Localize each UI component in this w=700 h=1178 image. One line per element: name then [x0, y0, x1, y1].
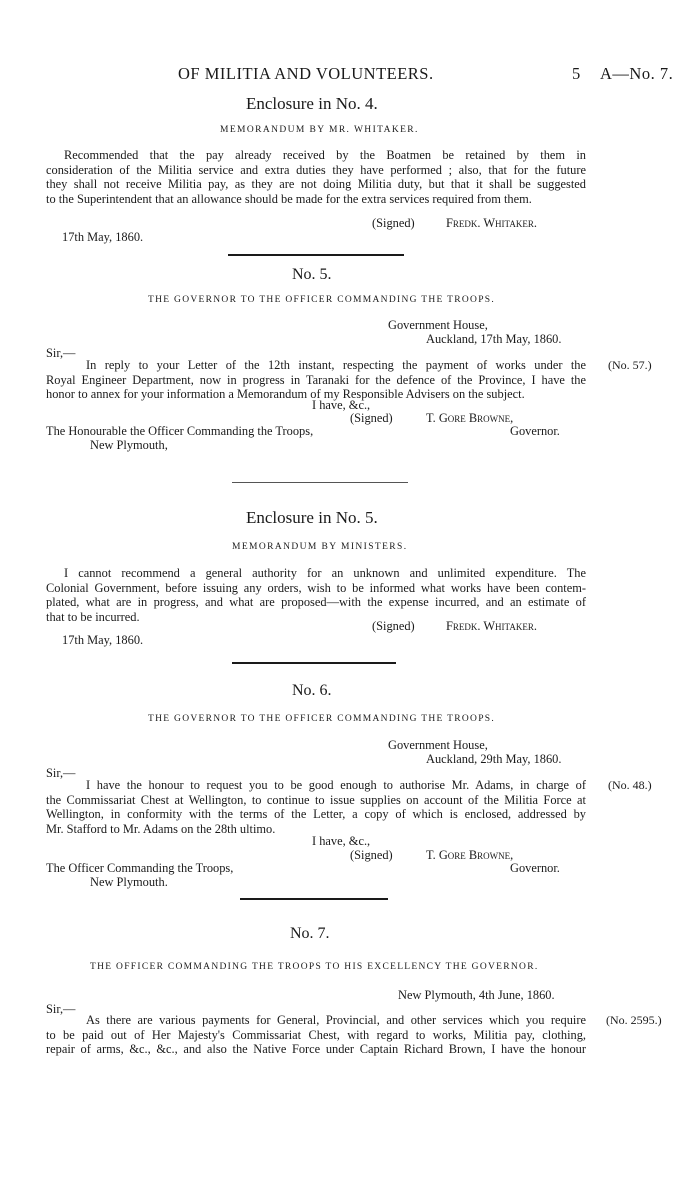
- memo-date: 17th May, 1860.: [62, 633, 144, 647]
- no-7-paragraph: [46, 1013, 586, 1057]
- signatory: Fredk. Whitaker.: [446, 619, 537, 633]
- paragraph-line: Recommended that the pay already received by the Boatmen be retained by them in: [64, 148, 586, 162]
- signed-label: (Signed): [350, 848, 393, 862]
- paragraph-line: honor to annex for your information a Memorandum of my Responsible Advisers on the subject.: [46, 387, 525, 401]
- enclosure-5-subheading: MEMORANDUM BY MINISTERS.: [232, 542, 408, 552]
- no-6-heading: No. 6.: [292, 682, 332, 699]
- no-5-heading: No. 5.: [292, 266, 332, 283]
- letter-date: Auckland, 17th May, 1860.: [426, 332, 562, 346]
- section-divider: [228, 254, 404, 256]
- enclosure-4-paragraph: [46, 148, 586, 206]
- letter-place: Government House,: [388, 318, 488, 332]
- paragraph-line: I cannot recommend a general authority for an unknown and unlimited expenditure. The: [64, 566, 586, 580]
- closing: I have, &c.,: [312, 398, 371, 412]
- address: New Plymouth,: [90, 438, 168, 452]
- no-5-subheading: THE GOVERNOR TO THE OFFICER COMMANDING THE TROOPS.: [148, 295, 496, 305]
- no-6-paragraph: [46, 778, 586, 836]
- memo-date: 17th May, 1860.: [62, 230, 144, 244]
- margin-reference: (No. 2595.): [606, 1013, 662, 1027]
- no-5-paragraph: [46, 358, 586, 402]
- paragraph-line: Royal Engineer Department, now in progress in Taranaki for the defence of the Province, I have the: [46, 372, 586, 387]
- paragraph-line: Colonial Government, before issuing any orders, wish to be informed what works have been contem-: [46, 580, 586, 595]
- paragraph-line: that to be incurred.: [46, 609, 140, 624]
- paragraph-line: plated, what are in progress, and what are proposed—with the expense incurred, and an estimate of: [46, 595, 586, 609]
- enclosure-5-paragraph: [46, 566, 586, 624]
- signatory-title: Governor.: [510, 861, 560, 875]
- enclosure-5-heading: Enclosure in No. 5.: [246, 508, 378, 527]
- signatory-title: Governor.: [510, 424, 560, 438]
- paragraph-line: to the Superintendent that an allowance should be made for the extra services required from them.: [46, 191, 532, 206]
- page-number: 5: [572, 64, 581, 83]
- margin-reference: (No. 57.): [608, 358, 652, 372]
- paragraph-line: they shall not receive Militia pay, as they are not doing Militia duty, but that it shall be suggested: [46, 177, 586, 191]
- salutation: Sir,—: [46, 1002, 76, 1016]
- address: New Plymouth.: [90, 875, 168, 889]
- no-7-heading: No. 7.: [290, 925, 330, 942]
- paragraph-line: Mr. Stafford to Mr. Adams on the 28th ultimo.: [46, 821, 276, 836]
- paragraph-line: consideration of the Militia service and extra duties they have performed ; also, that for the future: [46, 162, 586, 177]
- paragraph-line: In reply to your Letter of the 12th instant, respecting the payment of works under the: [86, 358, 586, 372]
- closing: I have, &c.,: [312, 834, 371, 848]
- paragraph-line: to be paid out of Her Majesty's Commissariat Chest, with regard to works, Militia pay, clothing,: [46, 1027, 586, 1042]
- addressee: The Honourable the Officer Commanding the Troops,: [46, 424, 314, 438]
- paragraph-line: I have the honour to request you to be good enough to authorise Mr. Adams, in charge of: [86, 778, 586, 792]
- signatory: T. Gore Browne,: [426, 411, 514, 425]
- no-6-subheading: THE GOVERNOR TO THE OFFICER COMMANDING THE TROOPS.: [148, 714, 496, 724]
- paragraph-line: Wellington, in conformity with the terms of the Letter, a copy of which is enclosed, addressed by: [46, 807, 586, 821]
- enclosure-4-heading: Enclosure in No. 4.: [246, 94, 378, 113]
- signed-label: (Signed): [372, 216, 415, 230]
- running-title: OF MILITIA AND VOLUNTEERS.: [178, 64, 434, 83]
- paragraph-line: the Commissariat Chest at Wellington, to continue to issue supplies on account of the Militia Force at: [46, 792, 586, 807]
- signed-label: (Signed): [350, 411, 393, 425]
- addressee: The Officer Commanding the Troops,: [46, 861, 234, 875]
- signatory: T. Gore Browne,: [426, 848, 514, 862]
- paper-reference: A—No. 7.: [600, 64, 674, 83]
- section-divider: [240, 898, 388, 900]
- salutation: Sir,—: [46, 766, 76, 780]
- margin-reference: (No. 48.): [608, 778, 652, 792]
- signatory: Fredk. Whitaker.: [446, 216, 537, 230]
- section-divider: [232, 482, 408, 483]
- no-7-subheading: THE OFFICER COMMANDING THE TROOPS TO HIS EXCELLENCY THE GOVERNOR.: [90, 962, 539, 972]
- signed-label: (Signed): [372, 619, 415, 633]
- letter-date: Auckland, 29th May, 1860.: [426, 752, 562, 766]
- paragraph-line: As there are various payments for General, Provincial, and other services which you require: [86, 1013, 586, 1027]
- section-divider: [232, 662, 396, 664]
- letter-date: New Plymouth, 4th June, 1860.: [398, 988, 555, 1002]
- salutation: Sir,—: [46, 346, 76, 360]
- letter-place: Government House,: [388, 738, 488, 752]
- enclosure-4-subheading: MEMORANDUM BY MR. WHITAKER.: [220, 125, 419, 135]
- paragraph-line: repair of arms, &c., &c., and also the Native Force under Captain Richard Brown, I have the honour: [46, 1042, 586, 1056]
